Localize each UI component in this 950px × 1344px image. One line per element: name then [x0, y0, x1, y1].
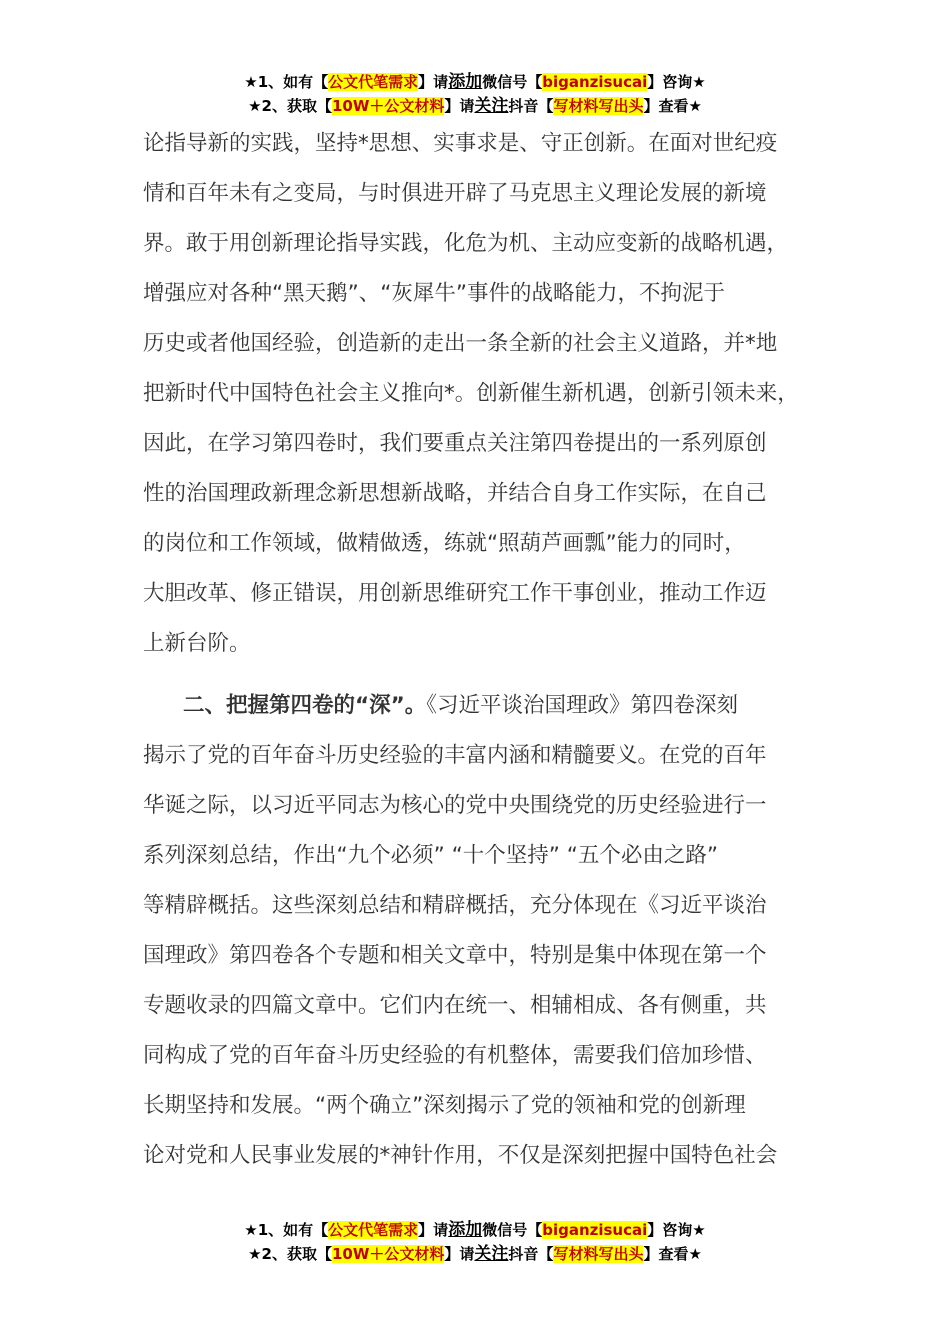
body-line: 历史或者他国经验，创造新的走出一条全新的社会主义道路，并*地: [143, 331, 778, 356]
body-line: 性的治国理政新理念新思想新战略，并结合自身工作实际，在自己: [143, 481, 767, 506]
body-line: 大胆改革、修正错误，用创新思维研究工作干事创业，推动工作迈: [143, 581, 767, 606]
banner-line-2: ★2、获取【10W＋公文材料】请关注抖音【写材料写出头】查看★: [248, 96, 702, 116]
body-line: 上新台阶。: [143, 631, 251, 656]
body-line: 论对党和人民事业发展的*神针作用，不仅是深刻把握中国特色社会: [143, 1143, 778, 1168]
body-line: 增强应对各种“黑天鹅”、“灰犀牛”事件的战略能力，不拘泥于: [143, 281, 726, 306]
body-line: 等精辟概括。这些深刻总结和精辟概括，充分体现在《习近平谈治: [143, 893, 767, 918]
body-line: 国理政》第四卷各个专题和相关文章中，特别是集中体现在第一个: [143, 943, 767, 968]
banner-line-2: ★2、获取【10W＋公文材料】请关注抖音【写材料写出头】查看★: [248, 1244, 702, 1264]
paragraph-gap: [143, 669, 823, 681]
body-line: 华诞之际，以习近平同志为核心的党中央围绕党的历史经验进行一: [143, 793, 767, 818]
underlined-add: 添加: [448, 1220, 483, 1240]
document-body: [143, 119, 823, 1181]
banner-line-1: ★1、如有【公文代笔需求】请添加微信号【biganzisucai】咨询★: [244, 72, 706, 92]
body-line: 把新时代中国特色社会主义推向*。创新催生新机遇，创新引领未来，: [143, 381, 799, 406]
body-line: 系列深刻总结，作出“九个必须” “十个坚持” “五个必由之路”: [143, 843, 719, 868]
section-2-first-line: 二、把握第四卷的“深”。《习近平谈治国理政》第四卷深刻: [183, 693, 739, 718]
highlight-materials: 10W＋公文材料: [331, 97, 445, 115]
highlight-service: 公文代笔需求: [328, 73, 419, 91]
highlight-wechat-id: biganzisucai: [542, 73, 648, 91]
banner-line-1: ★1、如有【公文代笔需求】请添加微信号【biganzisucai】咨询★: [244, 1220, 706, 1240]
highlight-douyin-account: 写材料写出头: [553, 97, 644, 115]
underlined-follow: 关注: [474, 96, 509, 116]
highlight-wechat-id: biganzisucai: [542, 1221, 648, 1239]
footer-banner: [0, 1218, 950, 1266]
body-line: 情和百年未有之变局，与时俱进开辟了马克思主义理论发展的新境: [143, 181, 767, 206]
star-icon: ★: [244, 1221, 258, 1239]
star-icon: ★: [248, 97, 262, 115]
header-banner: [0, 70, 950, 118]
star-icon: ★: [248, 1245, 262, 1263]
body-line: 论指导新的实践，坚持*思想、实事求是、守正创新。在面对世纪疫: [143, 131, 778, 156]
body-line: 同构成了党的百年奋斗历史经验的有机整体，需要我们倍加珍惜、: [143, 1043, 767, 1068]
body-line: 界。敢于用创新理论指导实践，化危为机、主动应变新的战略机遇，: [143, 231, 789, 256]
body-line: 长期坚持和发展。“两个确立”深刻揭示了党的领袖和党的创新理: [143, 1093, 746, 1118]
underlined-follow: 关注: [474, 1244, 509, 1264]
underlined-add: 添加: [448, 72, 483, 92]
star-icon: ★: [244, 73, 258, 91]
section-2-heading: 二、把握第四卷的“深”。: [183, 693, 427, 718]
body-line: 揭示了党的百年奋斗历史经验的丰富内涵和精髓要义。在党的百年: [143, 743, 767, 768]
highlight-douyin-account: 写材料写出头: [553, 1245, 644, 1263]
body-line: 专题收录的四篇文章中。它们内在统一、相辅相成、各有侧重，共: [143, 993, 767, 1018]
body-line: 因此，在学习第四卷时，我们要重点关注第四卷提出的一系列原创: [143, 431, 767, 456]
highlight-materials: 10W＋公文材料: [331, 1245, 445, 1263]
highlight-service: 公文代笔需求: [328, 1221, 419, 1239]
body-line: 的岗位和工作领域，做精做透，练就“照葫芦画瓢”能力的同时，: [143, 531, 746, 556]
